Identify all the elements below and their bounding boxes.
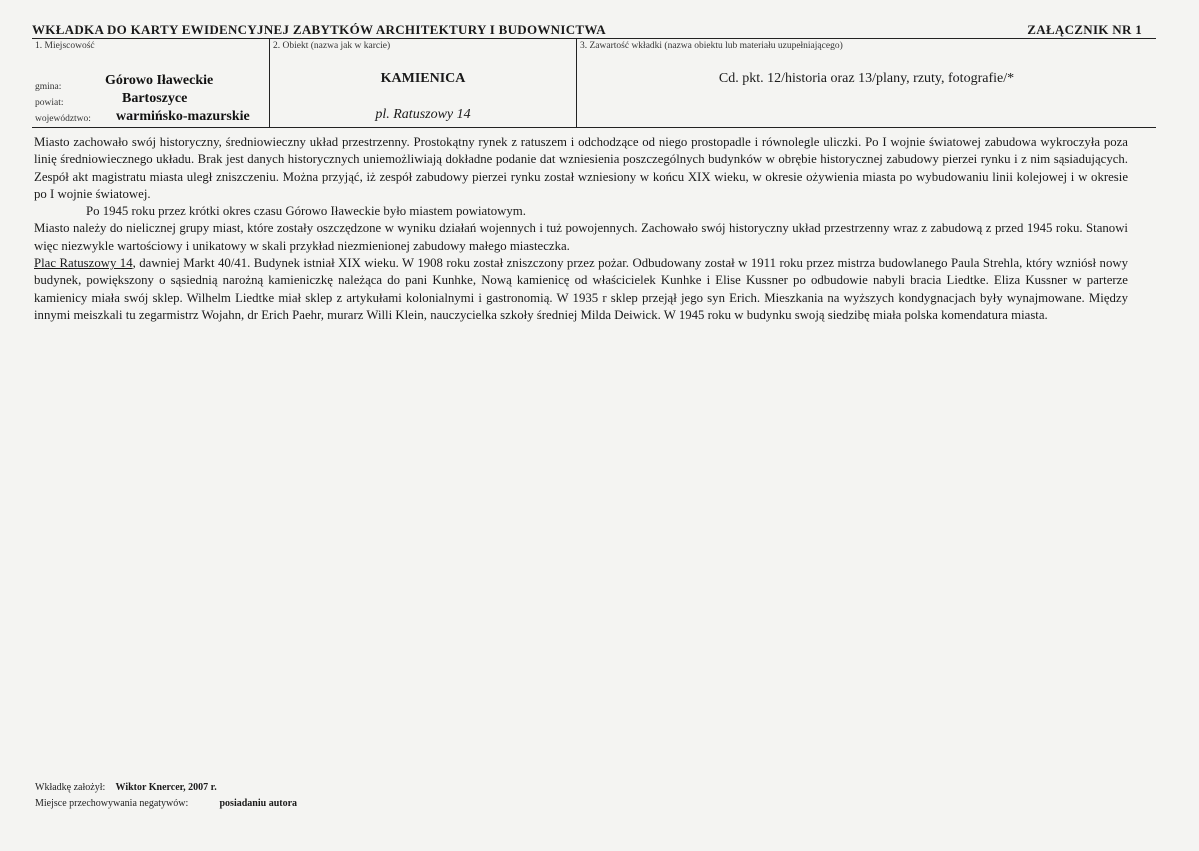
attachment-number: ZAŁĄCZNIK NR 1 xyxy=(1027,22,1142,37)
powiat-label: powiat: xyxy=(35,98,64,108)
wojewodztwo-value: warmińsko-mazurskie xyxy=(116,109,250,124)
paragraph-building xyxy=(34,255,1128,324)
header-table xyxy=(32,39,1156,128)
content-column xyxy=(577,39,1156,127)
author-row xyxy=(35,780,297,796)
negatives-value: posiadaniu autora xyxy=(219,798,298,809)
negatives-label: Miejsce przechowywania negatywów: xyxy=(35,798,189,809)
paragraph-history: Miasto zachowało swój historyczny, średniowieczny układ przestrzenny. Prostokątny rynek z ratuszem i odchodzące od niego prostopadle i równolegle uliczki. Po I wojnie światowej zabudowa wykroczyła poza linię średniowiecznego układu. Brak jest danych historycznych uniemożliwiają dokładne podanie dat wzniesienia poszczególnych budynków w obrębie historycznej zabudowy pierzei rynku i z nim sąsiadujących. Zespół akt magistratu miasta uległ zniszczeniu. Można przyjąć, iż zespół zabudowy pierzei rynku został wzniesiony w końcu XIX wieku, w okresie ożywienia miasta po wybudowaniu linii kolejowej i w okresie po I wojnie światowej. xyxy=(34,135,1128,201)
object-name: KAMIENICA xyxy=(380,71,466,86)
object-address: pl. Ratuszowy 14 xyxy=(375,107,471,122)
object-label: 2. Obiekt (nazwa jak w karcie) xyxy=(273,41,391,51)
author-label: Wkładkę założył: xyxy=(35,782,106,793)
powiat-value: Bartoszyce xyxy=(122,91,188,106)
object-column xyxy=(270,39,577,127)
footer xyxy=(35,780,297,812)
paragraph-preservation: Miasto należy do nielicznej grupy miast, które zostały oszczędzone w wyniku działań wojennych i tuż powojennych. Zachowało swój historyczny układ przestrzenny wraz z zabudową z przed 1945 roku. Stanowi więc niezwykle wartościowy i unikatowy w skali przykład niezmienionej zabudowy małego miasteczka. xyxy=(34,221,1128,253)
content-label: 3. Zawartość wkładki (nazwa obiektu lub materiału uzupełniającego) xyxy=(580,41,843,51)
body-text xyxy=(34,134,1128,324)
building-history-text: , dawniej Markt 40/41. Budynek istniał XIX wieku. W 1908 roku został zniszczony przez pożar. Odbudowany został w 1911 roku przez mistrza budowlanego Paula Strehla, który wzniósł nowy budynek, powiększony o sąsiednią narożną kamieniczkę należąca do pani Kunhke, Nową kamienicę od właścicielek Kunhke i Elise Kussner po odbudowie nabyli bracia Liedtke. Eliza Kussner w parterze kamienicy miała swój sklep. Wilhelm Liedtke miał sklep z artykułami kolonialnymi i gastronomią. W 1935 r sklep przejął jego syn Erich. Mieszkania na wyższych kondygnacjach były wynajmowane. Między innymi meiszkali tu zegarmistrz Wojahn, dr Erich Paehr, murarz Willi Klein, nauczycielka szkoły średniej Milda Deiwick. W 1945 roku w budynku swoją siedzibę miała polska komendatura miasta. xyxy=(34,256,1128,322)
document-title: WKŁADKA DO KARTY EWIDENCYJNEJ ZABYTKÓW ARCHITEKTURY I BUDOWNICTWA xyxy=(32,22,606,37)
author-value: Wiktor Knercer, 2007 r. xyxy=(115,782,217,793)
paragraph-powiat: Po 1945 roku przez krótki okres czasu Górowo Iławeckie było miastem powiatowym. xyxy=(86,204,526,219)
title-row xyxy=(32,20,1156,39)
gmina-value: Górowo Iławeckie xyxy=(105,73,214,88)
wojewodztwo-label: województwo: xyxy=(35,114,91,124)
location-label: 1. Miejscowość xyxy=(35,41,95,51)
negatives-row xyxy=(35,796,297,812)
location-column xyxy=(32,39,270,127)
address-link: Plac Ratuszowy 14 xyxy=(34,256,133,271)
gmina-label: gmina: xyxy=(35,82,62,92)
content-description: Cd. pkt. 12/historia oraz 13/plany, rzuty, fotografie/* xyxy=(718,71,1015,86)
